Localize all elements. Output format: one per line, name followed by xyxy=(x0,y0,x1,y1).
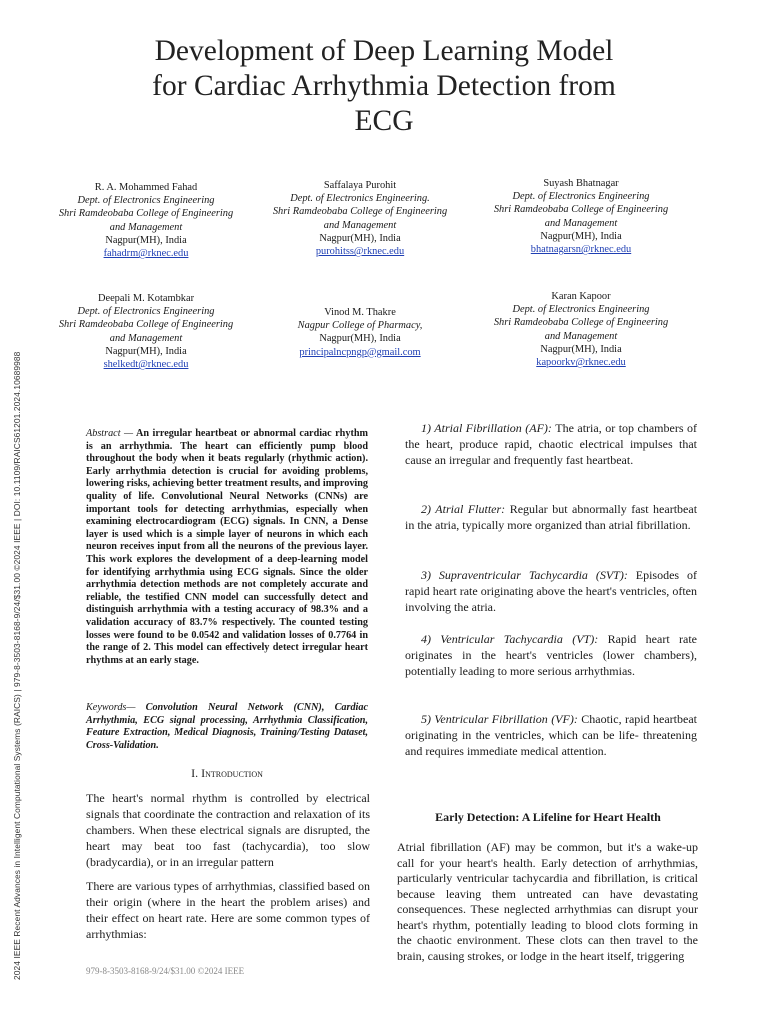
author-name: Karan Kapoor xyxy=(551,291,611,302)
author-name: Saffalaya Purohit xyxy=(323,180,397,191)
abstract-label: Abstract — xyxy=(86,428,134,439)
author-name: Suyash Bhatnagar xyxy=(543,178,619,189)
arrhythmia-label: 1) Atrial Fibrillation (AF): xyxy=(421,421,552,435)
author-city: Nagpur(MH), India xyxy=(105,345,187,357)
arrhythmia-text: Chaotic, rapid heartbeat originating in the ventricles, which can be life- threatening and requires immediate medical attention. xyxy=(405,712,697,758)
arrhythmia-label: 5) Ventricular Fibrillation (VF): xyxy=(421,712,578,726)
intro-paragraph: The heart's normal rhythm is controlled by electrical signals that coordinate the contraction and relaxation of its chambers. When these electrical signals are disrupted, the heart may beat too fast (tachycardia), too slow (bradycardia), or in an irregular pattern xyxy=(86,791,370,869)
author-email[interactable]: bhatnagarsn@rknec.edu xyxy=(530,244,632,256)
arrhythmia-text: Regular but abnormally fast heartbeat in the atria, typically more organized than atrial fibrillation. xyxy=(405,502,698,532)
arrhythmia-item xyxy=(405,501,697,533)
title-line: Development of Deep Learning Model xyxy=(154,35,614,67)
author-block xyxy=(56,181,236,260)
arrhythmia-text: Rapid heart rate originates in the heart's ventricles (lower chambers), potentially leading to more serious arrhythmias. xyxy=(405,632,698,678)
author-email[interactable]: shelkedt@rknec.edu xyxy=(103,359,189,371)
author-city: Nagpur(MH), India xyxy=(105,234,187,246)
author-dept: Dept. of Electronics Engineering xyxy=(512,304,650,316)
author-college: Shri Ramdeobaba College of Engineering and Management xyxy=(272,206,448,231)
author-dept: Dept. of Electronics Engineering. xyxy=(290,193,430,205)
abstract xyxy=(86,428,368,667)
author-dept: Dept. of Electronics Engineering xyxy=(512,191,650,203)
doi-sidebar: 2024 IEEE Recent Advances in Intelligent Computational Systems (RAICS) | 979-8-3503-8168-9/24/$31.00 ©2024 IEEE | DOI: 10.1109/RAICS61201.2024.10689988 xyxy=(12,351,22,980)
author-email[interactable]: principalncpngp@gmail.com xyxy=(299,346,421,358)
author-city: Nagpur(MH), India xyxy=(319,333,401,345)
arrhythmia-item xyxy=(405,567,697,615)
arrhythmia-item xyxy=(405,631,697,679)
footer-copyright: 979-8-3503-8168-9/24/$31.00 ©2024 IEEE xyxy=(86,966,245,976)
author-dept: Dept. of Electronics Engineering xyxy=(77,195,215,207)
keywords-text: Convolution Neural Network (CNN), Cardiac Arrhythmia, ECG signal processing, Arrhythmia Classification, Feature Extraction, Medical Diagnosis, Training/Testing Dataset, Cross-Validation. xyxy=(86,702,368,751)
arrhythmia-item xyxy=(405,711,697,759)
author-college: Shri Ramdeobaba College of Engineering and Management xyxy=(493,317,669,342)
author-city: Nagpur(MH), India xyxy=(540,230,622,242)
author-dept: Dept. of Electronics Engineering xyxy=(77,306,215,318)
author-city: Nagpur(MH), India xyxy=(540,343,622,355)
title-line: for Cardiac Arrhythmia Detection from xyxy=(152,70,616,102)
author-block xyxy=(56,292,236,371)
author-email[interactable]: purohitss@rknec.edu xyxy=(315,246,405,258)
author-block xyxy=(491,290,671,369)
intro-paragraph: There are various types of arrhythmias, classified based on their origin (where in the heart the problem arises) and their effect on heart rate. Here are some common types of arrhythmias: xyxy=(86,879,370,941)
author-block xyxy=(270,179,450,258)
section-heading xyxy=(86,766,368,781)
abstract-text: An irregular heartbeat or abnormal cardiac rhythm is an arrhythmia. The heart can efficiently pump blood throughout the body when it beats regularly (rhythmic action). Early arrhythmia detection is crucial for avoiding problems, lowering risks, achieving better treatment results, and improving quality of life. Convolutional Neural Networks (CNNs) are important tools for detecting arrhythmias, especially when examining electrocardiogram (ECG) signals. In CNN, a Dense layer is used which is a simple layer of neurons in which each neuron receives input from all the neurons of the previous layer. This work explores the development of a deep-learning model for identifying arrhythmia using ECG signals. Since the older arrhythmia detection methods are not completely accurate and reliable, the testified CNN model can successfully detect and distinguish arrhythmia with a testing accuracy of 98.3% and a validation accuracy of 83.7% respectively. The counted testing losses were found to be 0.0542 and validation losses of 0.7764 in the range of 2. This model can effectively detect irregular heart rhythms at an early stage. xyxy=(86,428,368,666)
arrhythmia-label: 2) Atrial Flutter: xyxy=(421,502,506,516)
arrhythmia-text: Episodes of rapid heart rate originating above the heart's ventricles, often involving the atria. xyxy=(405,568,698,614)
author-email[interactable]: fahadrm@rknec.edu xyxy=(103,248,189,260)
author-block xyxy=(280,306,440,359)
author-college: Shri Ramdeobaba College of Engineering and Management xyxy=(58,319,234,344)
arrhythmia-text: The atria, or top chambers of the heart, produce rapid, chaotic electrical impulses that cause an irregular and frequently fast heartbeat. xyxy=(405,421,698,467)
arrhythmia-label: 4) Ventricular Tachycardia (VT): xyxy=(421,632,599,646)
author-dept: Nagpur College of Pharmacy, xyxy=(297,320,423,332)
title-line: ECG xyxy=(354,105,414,137)
subsection-heading: Early Detection: A Lifeline for Heart Health xyxy=(435,810,661,824)
author-college: Shri Ramdeobaba College of Engineering and Management xyxy=(58,208,234,233)
section-title: Introduction xyxy=(201,766,263,780)
author-name: Deepali M. Kotambkar xyxy=(97,293,195,304)
author-email[interactable]: kapoorkv@rknec.edu xyxy=(536,357,626,369)
keywords xyxy=(86,702,368,752)
section-number: I. xyxy=(191,766,199,780)
author-block xyxy=(491,177,671,256)
author-college: Shri Ramdeobaba College of Engineering and Management xyxy=(493,204,669,229)
author-city: Nagpur(MH), India xyxy=(319,232,401,244)
author-name: R. A. Mohammed Fahad xyxy=(94,182,198,193)
keywords-label: Keywords— xyxy=(86,702,136,713)
arrhythmia-label: 3) Supraventricular Tachycardia (SVT): xyxy=(421,568,628,582)
early-detection-paragraph: Atrial fibrillation (AF) may be common, but it's a wake-up call for your heart's health. Early detection of arrhythmias, particularly ventricular tachycardia and fibrillation, is critical because leaving them untreated can have devastating consequences. These neglected arrhythmias can disrupt your heart's rhythm, potentially leading to blood clots forming in the chaotic environment. These clots can then travel to the brain, causing strokes, or lodge in the heart itself, triggering xyxy=(397,840,698,963)
arrhythmia-item xyxy=(405,420,697,468)
author-name: Vinod M. Thakre xyxy=(324,307,396,318)
paper-title xyxy=(110,34,658,139)
